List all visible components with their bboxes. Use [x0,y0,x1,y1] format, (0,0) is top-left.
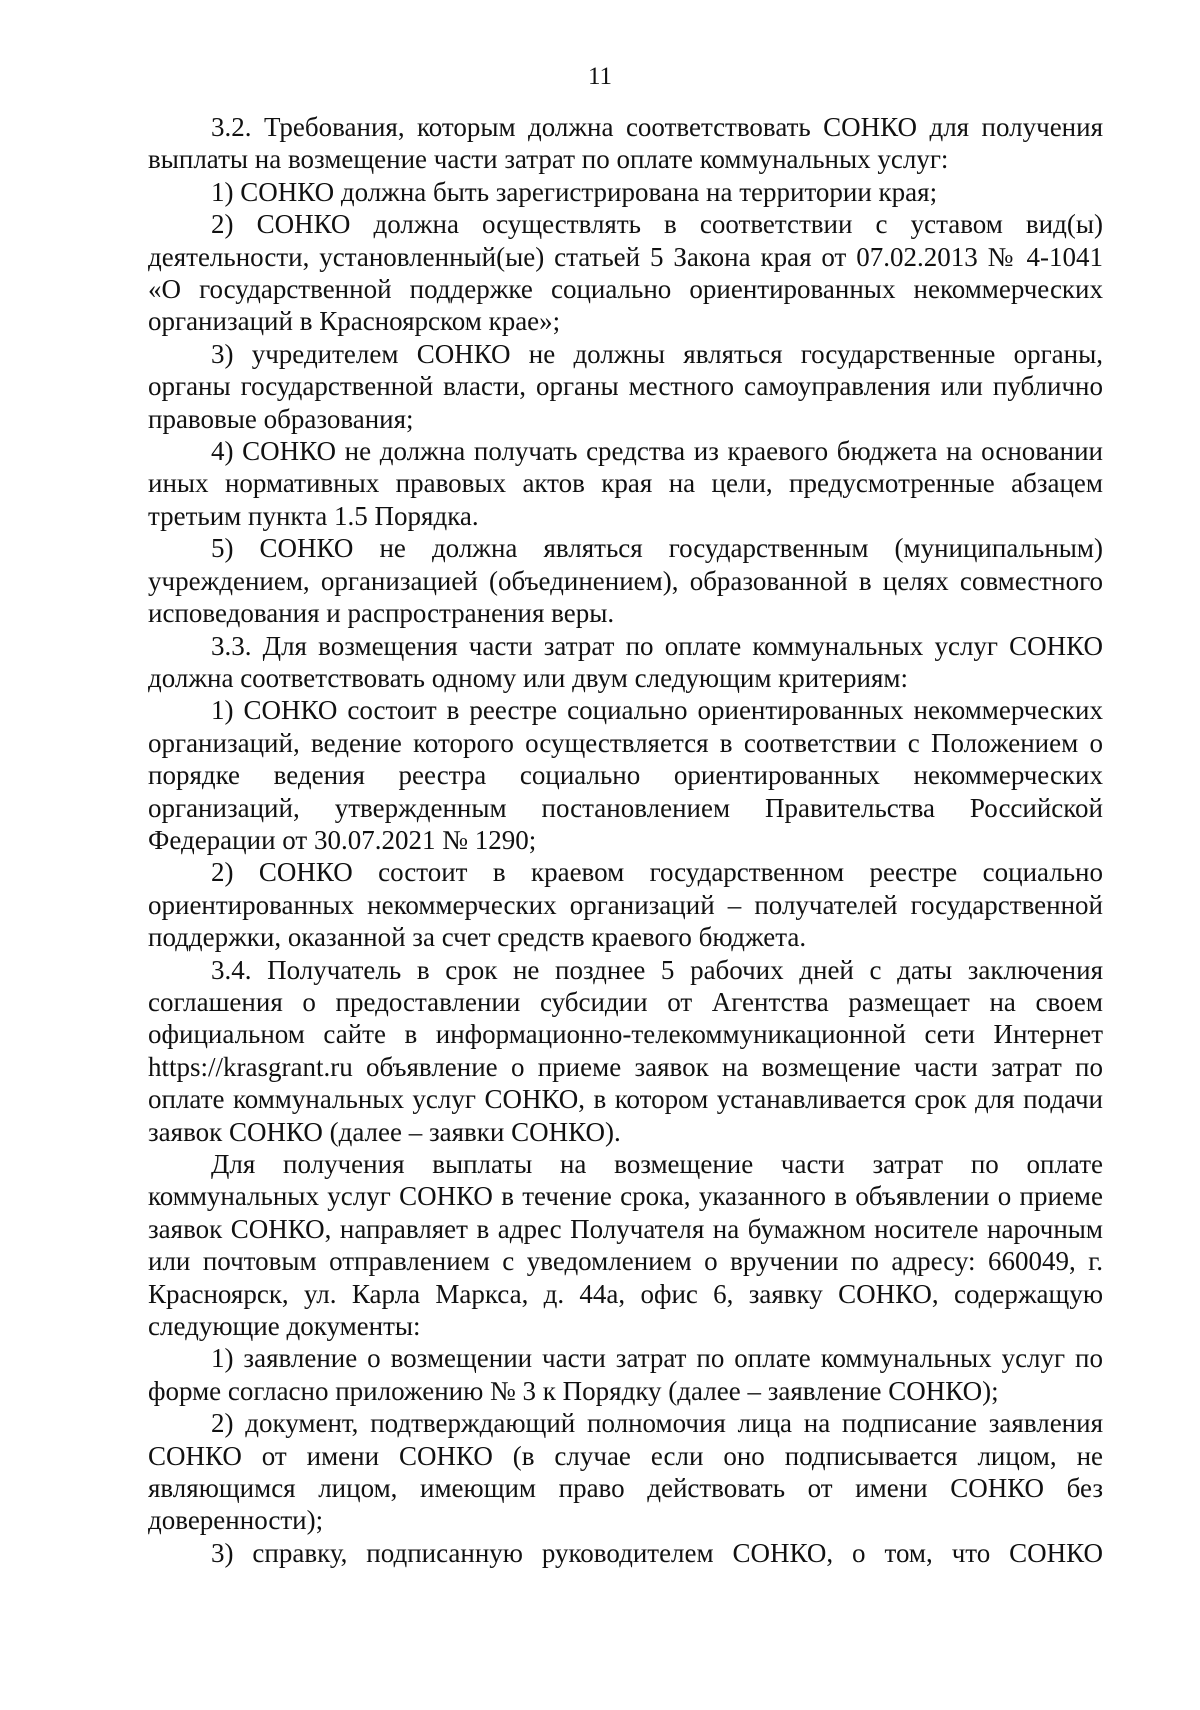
paragraph-requirement-3: 3) учредителем СОНКО не должны являться государственные органы, органы государственной власти, органы местного самоуправления или публично правовые образования; [148,338,1103,434]
document-body [148,111,1103,1569]
paragraph-criterion-1: 1) СОНКО состоит в реестре социально ориентированных некоммерческих организаций, ведение которого осуществляется в соответствии с Положением о порядке ведения реестра социально ориентированных некоммерческих организаций, утвержденным постановлением Правительства Российской Федерации от 30.07.2021 № 1290; [148,695,1103,855]
paragraph-3-4-announcement: 3.4. Получатель в срок не позднее 5 рабочих дней с даты заключения соглашения о предоставлении субсидии от Агентства размещает на своем официальном сайте в информационно-телекоммуникационной сети Интернет https://krasgrant.ru объявление о приеме заявок на возмещение части затрат по оплате коммунальных услуг СОНКО, в котором устанавливается срок для подачи заявок СОНКО (далее – заявки СОНКО). [148,954,1103,1147]
page-number: 11 [587,63,613,90]
paragraph-document-1: 1) заявление о возмещении части затрат по оплате коммунальных услуг по форме согласно приложению № 3 к Порядку (далее – заявление СОНКО); [148,1343,1103,1406]
paragraph-requirement-5: 5) СОНКО не должна являться государственным (муниципальным) учреждением, организацией (объединением), образованной в целях совместного исповедования и распространения веры. [148,533,1103,629]
paragraph-document-3: 3) справку, подписанную руководителем СОНКО, о том, что СОНКО [211,1537,1103,1568]
paragraph-requirement-1: 1) СОНКО должна быть зарегистрирована на территории края; [211,176,938,207]
paragraph-document-2: 2) документ, подтверждающий полномочия лица на подписание заявления СОНКО от имени СОНКО (в случае если оно подписывается лицом, не являющимся лицом, имеющим право действовать от имени СОНКО без доверенности); [148,1408,1103,1536]
paragraph-3-3-criteria: 3.3. Для возмещения части затрат по оплате коммунальных услуг СОНКО должна соответствовать одному или двум следующим критериям: [148,630,1103,693]
paragraph-requirement-2: 2) СОНКО должна осуществлять в соответствии с уставом вид(ы) деятельности, установленный(ые) статьей 5 Закона края от 07.02.2013 № 4-1041 «О государственной поддержке социально ориентированных некоммерческих организаций в Красноярском крае»; [148,209,1103,337]
paragraph-requirement-4: 4) СОНКО не должна получать средства из краевого бюджета на основании иных нормативных правовых актов края на цели, предусмотренные абзацем третьим пункта 1.5 Порядка. [148,436,1103,531]
paragraph-criterion-2: 2) СОНКО состоит в краевом государственном реестре социально ориентированных некоммерческих организаций – получателей государственной поддержки, оказанной за счет средств краевого бюджета. [148,857,1103,953]
paragraph-3-2-requirements: 3.2. Требования, которым должна соответствовать СОНКО для получения выплаты на возмещение части затрат по оплате коммунальных услуг: [148,112,1103,175]
paragraph-application-submission: Для получения выплаты на возмещение части затрат по оплате коммунальных услуг СОНКО в течение срока, указанного в объявлении о приеме заявок СОНКО, направляет в адрес Получателя на бумажном носителе нарочным или почтовым отправлением с уведомлением о вручении по адресу: 660049, г. Красноярск, ул. Карла Маркса, д. 44а, офис 6, заявку СОНКО, содержащую следующие документы: [148,1149,1103,1342]
